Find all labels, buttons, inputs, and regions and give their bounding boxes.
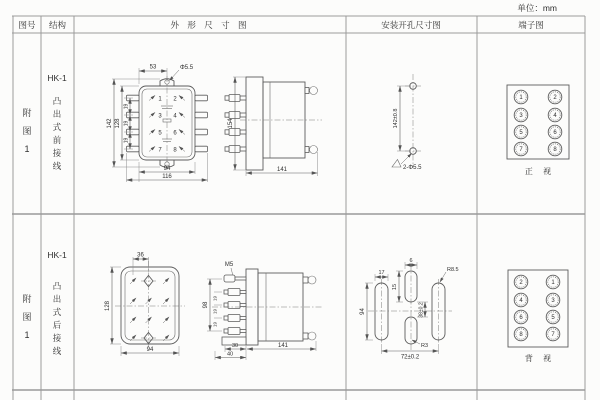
terminal-number: 5: [519, 130, 523, 137]
terminal-block-outline: [508, 270, 568, 347]
dim-36: 36: [137, 252, 144, 259]
row2-structure-char: 出: [52, 294, 62, 304]
terminal-number: 1: [551, 280, 555, 287]
dim-38-0-2: 38±0.2: [418, 302, 425, 318]
row2-structure-char: 线: [52, 346, 62, 356]
row1-structure-char: 线: [52, 161, 62, 171]
row1-outline-front-view: [107, 65, 208, 183]
dim-19: 19: [212, 321, 218, 328]
table-grid: [12, 16, 585, 400]
row1-structure-char: 凸: [52, 96, 62, 106]
dim-2-holes-label: 2-Φ5.5: [403, 165, 422, 171]
terminal-number: 3: [158, 113, 162, 120]
row1-front-dimensions: [107, 65, 208, 183]
dim-53: 53: [149, 64, 157, 71]
terminal-number: 1: [158, 96, 162, 103]
row2-structure-char: 式: [52, 307, 62, 317]
row1-figure-cell: [22, 107, 31, 154]
row1-outline-side-view: [225, 77, 322, 176]
terminal-number: 4: [553, 113, 557, 120]
row1-structure-cell: [47, 73, 67, 171]
dim-19: 19: [123, 120, 130, 127]
header-outline-dims: 外 形 尺 寸 图: [170, 20, 250, 30]
relay-body-outer: [121, 267, 179, 344]
dim-72-0-2: 72±0.2: [400, 354, 420, 361]
row2-figure-char2: 图: [22, 312, 32, 322]
dim-116: 116: [162, 174, 172, 180]
flange-plate: [246, 77, 263, 170]
terminal-number: 7: [158, 147, 162, 154]
dim-40: 40: [226, 351, 234, 358]
terminal-number: 5: [551, 315, 555, 322]
dim-141: 141: [277, 343, 289, 349]
row2-structure-char: 后: [52, 320, 62, 330]
dim-hole-5-5: Φ5.5: [180, 65, 194, 71]
terminal-number: 8: [553, 147, 557, 154]
dim-142: 142: [107, 118, 113, 129]
terminal-number: 3: [519, 113, 523, 120]
row2-side-dimensions: [203, 279, 316, 360]
terminal-number: 8: [519, 332, 523, 339]
terminal-number: 3: [551, 298, 555, 305]
terminal-number: 1: [519, 95, 523, 102]
dim-141: 141: [276, 167, 288, 173]
row2-front-dimensions: [105, 253, 179, 357]
dim-94: 94: [146, 347, 154, 353]
dim-154: 154: [228, 118, 234, 129]
terminal-number: 4: [519, 298, 523, 305]
row2-structure-char: 接: [52, 333, 62, 343]
row2-figure-char3: 1: [24, 330, 30, 340]
dim-128: 128: [105, 300, 111, 312]
row1-model-label: HK-1: [47, 73, 67, 83]
terminal-number: 7: [519, 147, 523, 154]
mount-studs: [303, 276, 316, 340]
dim-17: 17: [378, 270, 385, 276]
row1-structure-char: 式: [52, 122, 62, 132]
row1-terminal-diagram: [507, 85, 569, 176]
terminal-number: 2: [173, 96, 177, 103]
row1-figure-char3: 1: [24, 144, 30, 154]
terminal-number: 7: [551, 332, 555, 339]
dim-r3: R3: [421, 343, 429, 349]
dim-19: 19: [212, 308, 218, 315]
dim-19: 19: [123, 137, 130, 144]
dim-128: 128: [115, 118, 121, 129]
dim-6: 6: [409, 258, 413, 264]
header-terminal-diagram: 端子图: [518, 20, 544, 30]
rear-contact-marks: [130, 278, 169, 341]
row2-model-label: HK-1: [47, 250, 67, 260]
dim-r8-5: R8.5: [447, 267, 459, 273]
dim-19: 19: [212, 295, 218, 302]
terminal-number: 2: [519, 280, 523, 287]
row2-figure-char1: 附: [22, 294, 32, 304]
row2-structure-cell: [47, 250, 67, 356]
terminal-number: 6: [553, 130, 557, 137]
row1-structure-char: 接: [52, 148, 62, 158]
dim-30: 30: [231, 343, 239, 349]
row1-structure-char: 出: [52, 109, 62, 119]
terminal-number: 6: [173, 130, 177, 137]
header-structure: 结构: [48, 20, 67, 30]
table-header: [18, 20, 543, 30]
row2-outline-side-view: [203, 262, 322, 360]
row1-install-diagram: [392, 74, 422, 171]
terminal-number: 6: [519, 315, 523, 322]
row2-figure-cell: [22, 293, 31, 340]
terminal-number: 2: [553, 95, 557, 102]
row1-figure-char2: 图: [22, 126, 32, 136]
header-figure-no: 图号: [18, 20, 36, 30]
terminal-block-outline: [507, 85, 569, 159]
rear-terminal-stacks: [222, 275, 246, 345]
terminal-number: 4: [173, 113, 177, 120]
row2-view-caption: 背 视: [524, 354, 556, 363]
row1-structure-char: 前: [52, 135, 62, 145]
row2-structure-char: 凸: [52, 281, 62, 291]
row2-terminal-diagram: [508, 270, 568, 363]
unit-label: 单位：mm: [517, 3, 557, 13]
dim-94: 94: [163, 166, 171, 172]
dim-98: 98: [203, 301, 209, 309]
dim-19: 19: [123, 103, 130, 110]
terminal-number: 8: [173, 147, 177, 154]
surface-mark: [392, 160, 401, 168]
row2-install-diagram: [360, 258, 459, 361]
screw-label-m5: M5: [224, 262, 234, 268]
row1-view-caption: 正 视: [524, 167, 556, 176]
terminal-number: 5: [158, 130, 162, 137]
dim-142-0-8: 142±0.8: [393, 108, 399, 129]
row1-figure-char1: 附: [22, 108, 32, 118]
front-terminal-numbers: [158, 96, 177, 153]
header-install-dims: 安装开孔尺寸图: [381, 20, 441, 30]
row1-side-dimensions: [228, 77, 318, 176]
row2-outline-front-view: [105, 253, 185, 357]
dim-94: 94: [360, 308, 366, 315]
dim-15: 15: [392, 283, 398, 291]
